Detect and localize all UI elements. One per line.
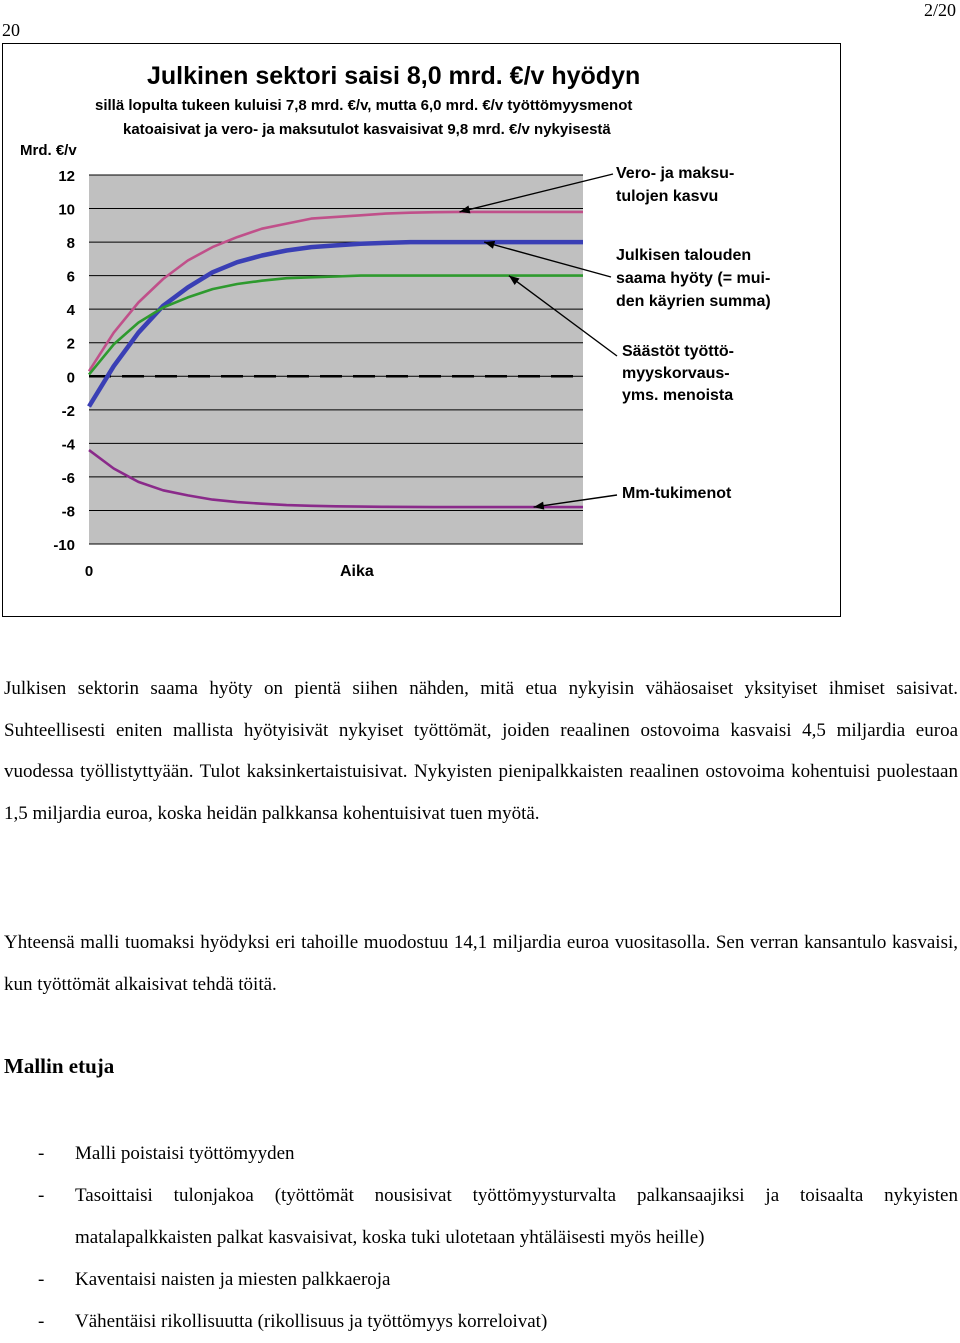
series-annotation-label: Julkisen talouden — [616, 247, 752, 264]
bullet-dash: - — [38, 1185, 45, 1206]
x-axis-label: Aika — [340, 563, 374, 580]
section-heading: Mallin etuja — [4, 1054, 115, 1078]
series-annotation-label: myyskorvaus- — [622, 365, 730, 382]
paragraph-2: Yhteensä malli tuomaksi hyödyksi eri tahoille muodostuu 14,1 miljardia euroa vuositasolla. Sen verran kansantulo kasvaisi, kun työttömät alkaisivat tehdä töitä. — [4, 932, 958, 995]
y-tick-label: 6 — [66, 268, 75, 286]
y-tick-label: -6 — [61, 469, 75, 487]
y-tick-label: -4 — [61, 436, 75, 454]
paragraph-1: Julkisen sektorin saama hyöty on pientä siihen nähden, mitä etua nykyisin vähäosaiset yksityiset ihmiset saisivat. Suhteellisesti eniten mallista hyötyisivät nykyiset työttömät, joiden reaalinen ostovoima kasvaisi 4,5 miljardia euroa vuodessa työllistyttyään. Tulot kaksinkertaistuisivat. Nykyisten pienipalkkaisten reaalinen ostovoima kohentuisi puolestaan 1,5 miljardia euroa, koska heidän palkkansa kohentuisivat tuen myötä. — [4, 678, 958, 824]
list-item-text: Tasoittaisi tulonjakoa (työttömät nousisivat työttömyysturvalta palkansaajiksi ja toisaalta nykyisten matalapalkkaisten palkat kasvaisivat, koska tuki ulotetaan yhtäläisesti myös heille) — [75, 1185, 958, 1248]
y-tick-label: 4 — [66, 302, 75, 320]
list-item-text: Malli poistaisi työttömyyden — [75, 1143, 295, 1164]
bullet-dash: - — [38, 1311, 45, 1332]
page-number-left: 20 — [2, 20, 20, 40]
chart-subtitle-line2: katoaisivat ja vero- ja maksutulot kasvaisivat 9,8 mrd. €/v nykyisestä — [123, 121, 611, 138]
chart-figure — [2, 43, 841, 617]
series-annotation-label: Mm-tukimenot — [622, 485, 732, 502]
bullet-dash: - — [38, 1143, 45, 1164]
list-item-text: Vähentäisi rikollisuutta (rikollisuus ja työttömyys korreloivat) — [75, 1311, 548, 1332]
list-item — [38, 1259, 958, 1301]
list-item — [38, 1133, 958, 1175]
y-tick-label: 12 — [58, 168, 75, 185]
y-tick-label: -10 — [53, 537, 75, 554]
series-annotation-label: yms. menoista — [622, 387, 734, 404]
y-axis-label: Mrd. €/v — [20, 142, 77, 159]
series-annotation-label: saama hyöty (= mui- — [616, 270, 771, 287]
y-tick-label: 2 — [66, 335, 75, 353]
y-tick-label: 0 — [66, 369, 75, 387]
series-annotation-label: Vero- ja maksu- — [616, 165, 735, 182]
chart-title: Julkinen sektori saisi 8,0 mrd. €/v hyödyn — [147, 62, 641, 90]
line-chart — [3, 44, 840, 616]
y-tick-label: 8 — [66, 235, 75, 253]
chart-subtitle-line1: sillä lopulta tukeen kuluisi 7,8 mrd. €/v, mutta 6,0 mrd. €/v työttömyysmenot — [95, 97, 633, 114]
plot-area — [89, 175, 583, 544]
y-tick-label: 10 — [58, 201, 75, 219]
series-annotation-label: den käyrien summa) — [616, 293, 771, 310]
list-item-text: Kaventaisi naisten ja miesten palkkaeroja — [75, 1269, 391, 1290]
series-annotation-label: tulojen kasvu — [616, 188, 719, 205]
x-tick-label: 0 — [84, 563, 94, 580]
list-item — [38, 1175, 958, 1259]
page-number-right: 2/20 — [923, 0, 956, 20]
y-tick-label: -8 — [61, 503, 75, 521]
series-annotation-label: Säästöt työttö- — [622, 343, 734, 360]
bullet-dash: - — [38, 1269, 45, 1290]
y-tick-label: -2 — [61, 402, 75, 420]
